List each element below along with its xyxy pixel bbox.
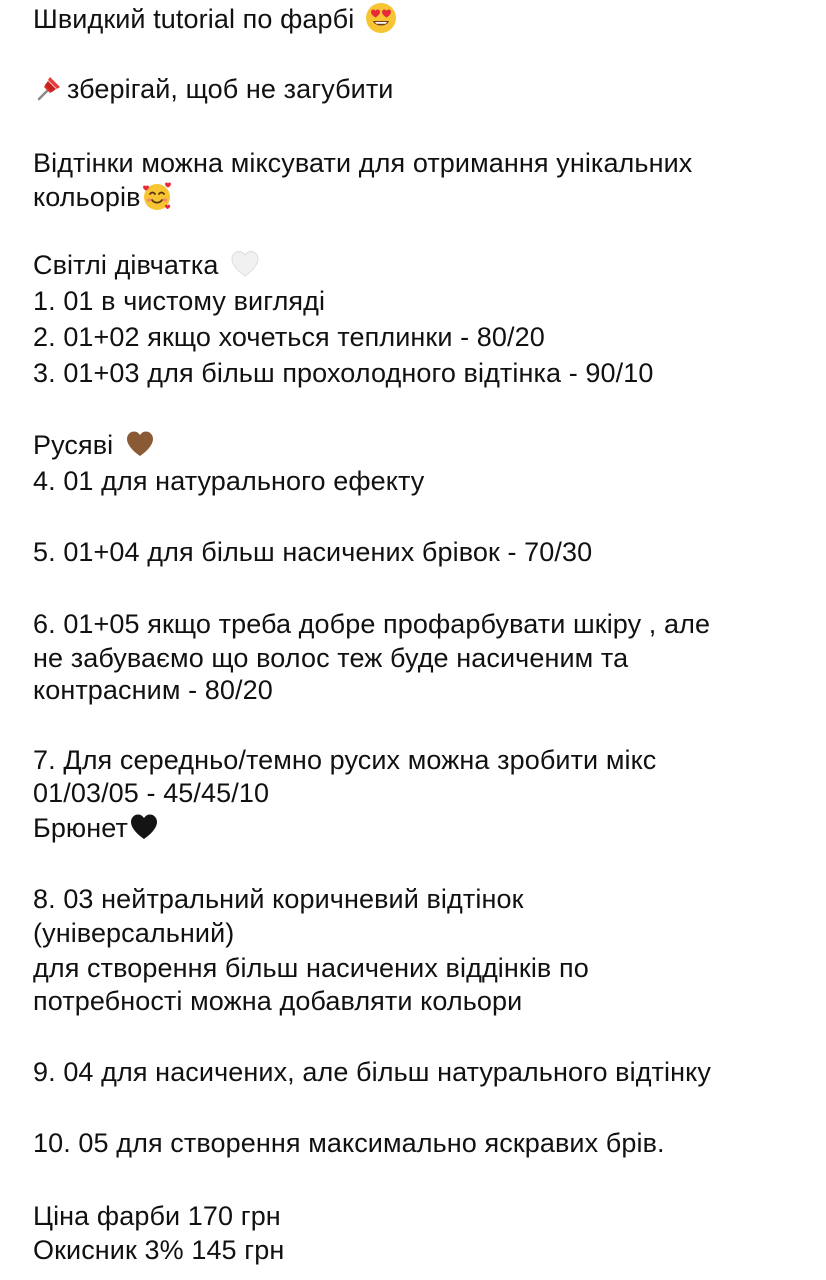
pushpin-icon (33, 72, 65, 104)
light-heading-text: Світлі дівчатка (33, 250, 219, 280)
brunette-item-10: 10. 05 для створення максимально яскравих брів. (33, 1128, 665, 1158)
brunette-heading-line (33, 811, 160, 845)
brunette-item-8-line-4: потребності можна добавляти кольори (33, 986, 523, 1016)
brunette-item-8-line-1: 8. 03 нейтральний коричневий відтінок (33, 884, 524, 914)
rusyavi-item-7-line-2: 01/03/05 - 45/45/10 (33, 778, 270, 808)
black-heart-icon (128, 811, 160, 843)
intro-line-2-text: кольорів (33, 182, 141, 212)
brunette-item-9: 9. 04 для насичених, але більш натурального відтінку (33, 1057, 711, 1087)
rusyavi-item-4: 4. 01 для натурального ефекту (33, 466, 425, 496)
light-item-1: 1. 01 в чистому вигляді (33, 286, 326, 316)
price-paint: Ціна фарби 170 грн (33, 1201, 281, 1231)
brunette-heading-text: Брюнет (33, 813, 128, 843)
title-line (33, 2, 397, 36)
intro-line-2 (33, 180, 173, 214)
rusyavi-item-6-line-2: не забуваємо що волос теж буде насиченим та (33, 643, 629, 673)
brown-heart-icon (124, 428, 156, 460)
title-text: Швидкий tutorial по фарбі (33, 4, 355, 34)
save-note-text: зберігай, щоб не загубити (67, 74, 394, 104)
intro-line-1: Відтінки можна міксувати для отримання унікальних (33, 148, 693, 178)
rusyavi-heading-line (33, 428, 156, 462)
light-heading-line (33, 248, 261, 282)
light-item-3: 3. 01+03 для більш прохолодного відтінка - 90/10 (33, 358, 654, 388)
rusyavi-item-6-line-3: контрасним - 80/20 (33, 675, 273, 705)
rusyavi-heading-text: Русяві (33, 430, 114, 460)
price-oxidizer: Окисник 3% 145 грн (33, 1235, 285, 1265)
white-heart-icon (229, 248, 261, 280)
rusyavi-item-7-line-1: 7. Для середньо/темно русих можна зробити мікс (33, 745, 657, 775)
rusyavi-item-5: 5. 01+04 для більш насичених брівок - 70/30 (33, 537, 593, 567)
brunette-item-8-line-2: (універсальний) (33, 918, 235, 948)
save-note-line (33, 72, 394, 106)
smiling-face-with-hearts-emoji-icon (141, 180, 173, 212)
rusyavi-item-6-line-1: 6. 01+05 якщо треба добре профарбувати шкіру , але (33, 609, 711, 639)
brunette-item-8-line-3: для створення більш насичених віддінків по (33, 953, 589, 983)
heart-eyes-emoji-icon (365, 2, 397, 34)
light-item-2: 2. 01+02 якщо хочеться теплинки - 80/20 (33, 322, 545, 352)
